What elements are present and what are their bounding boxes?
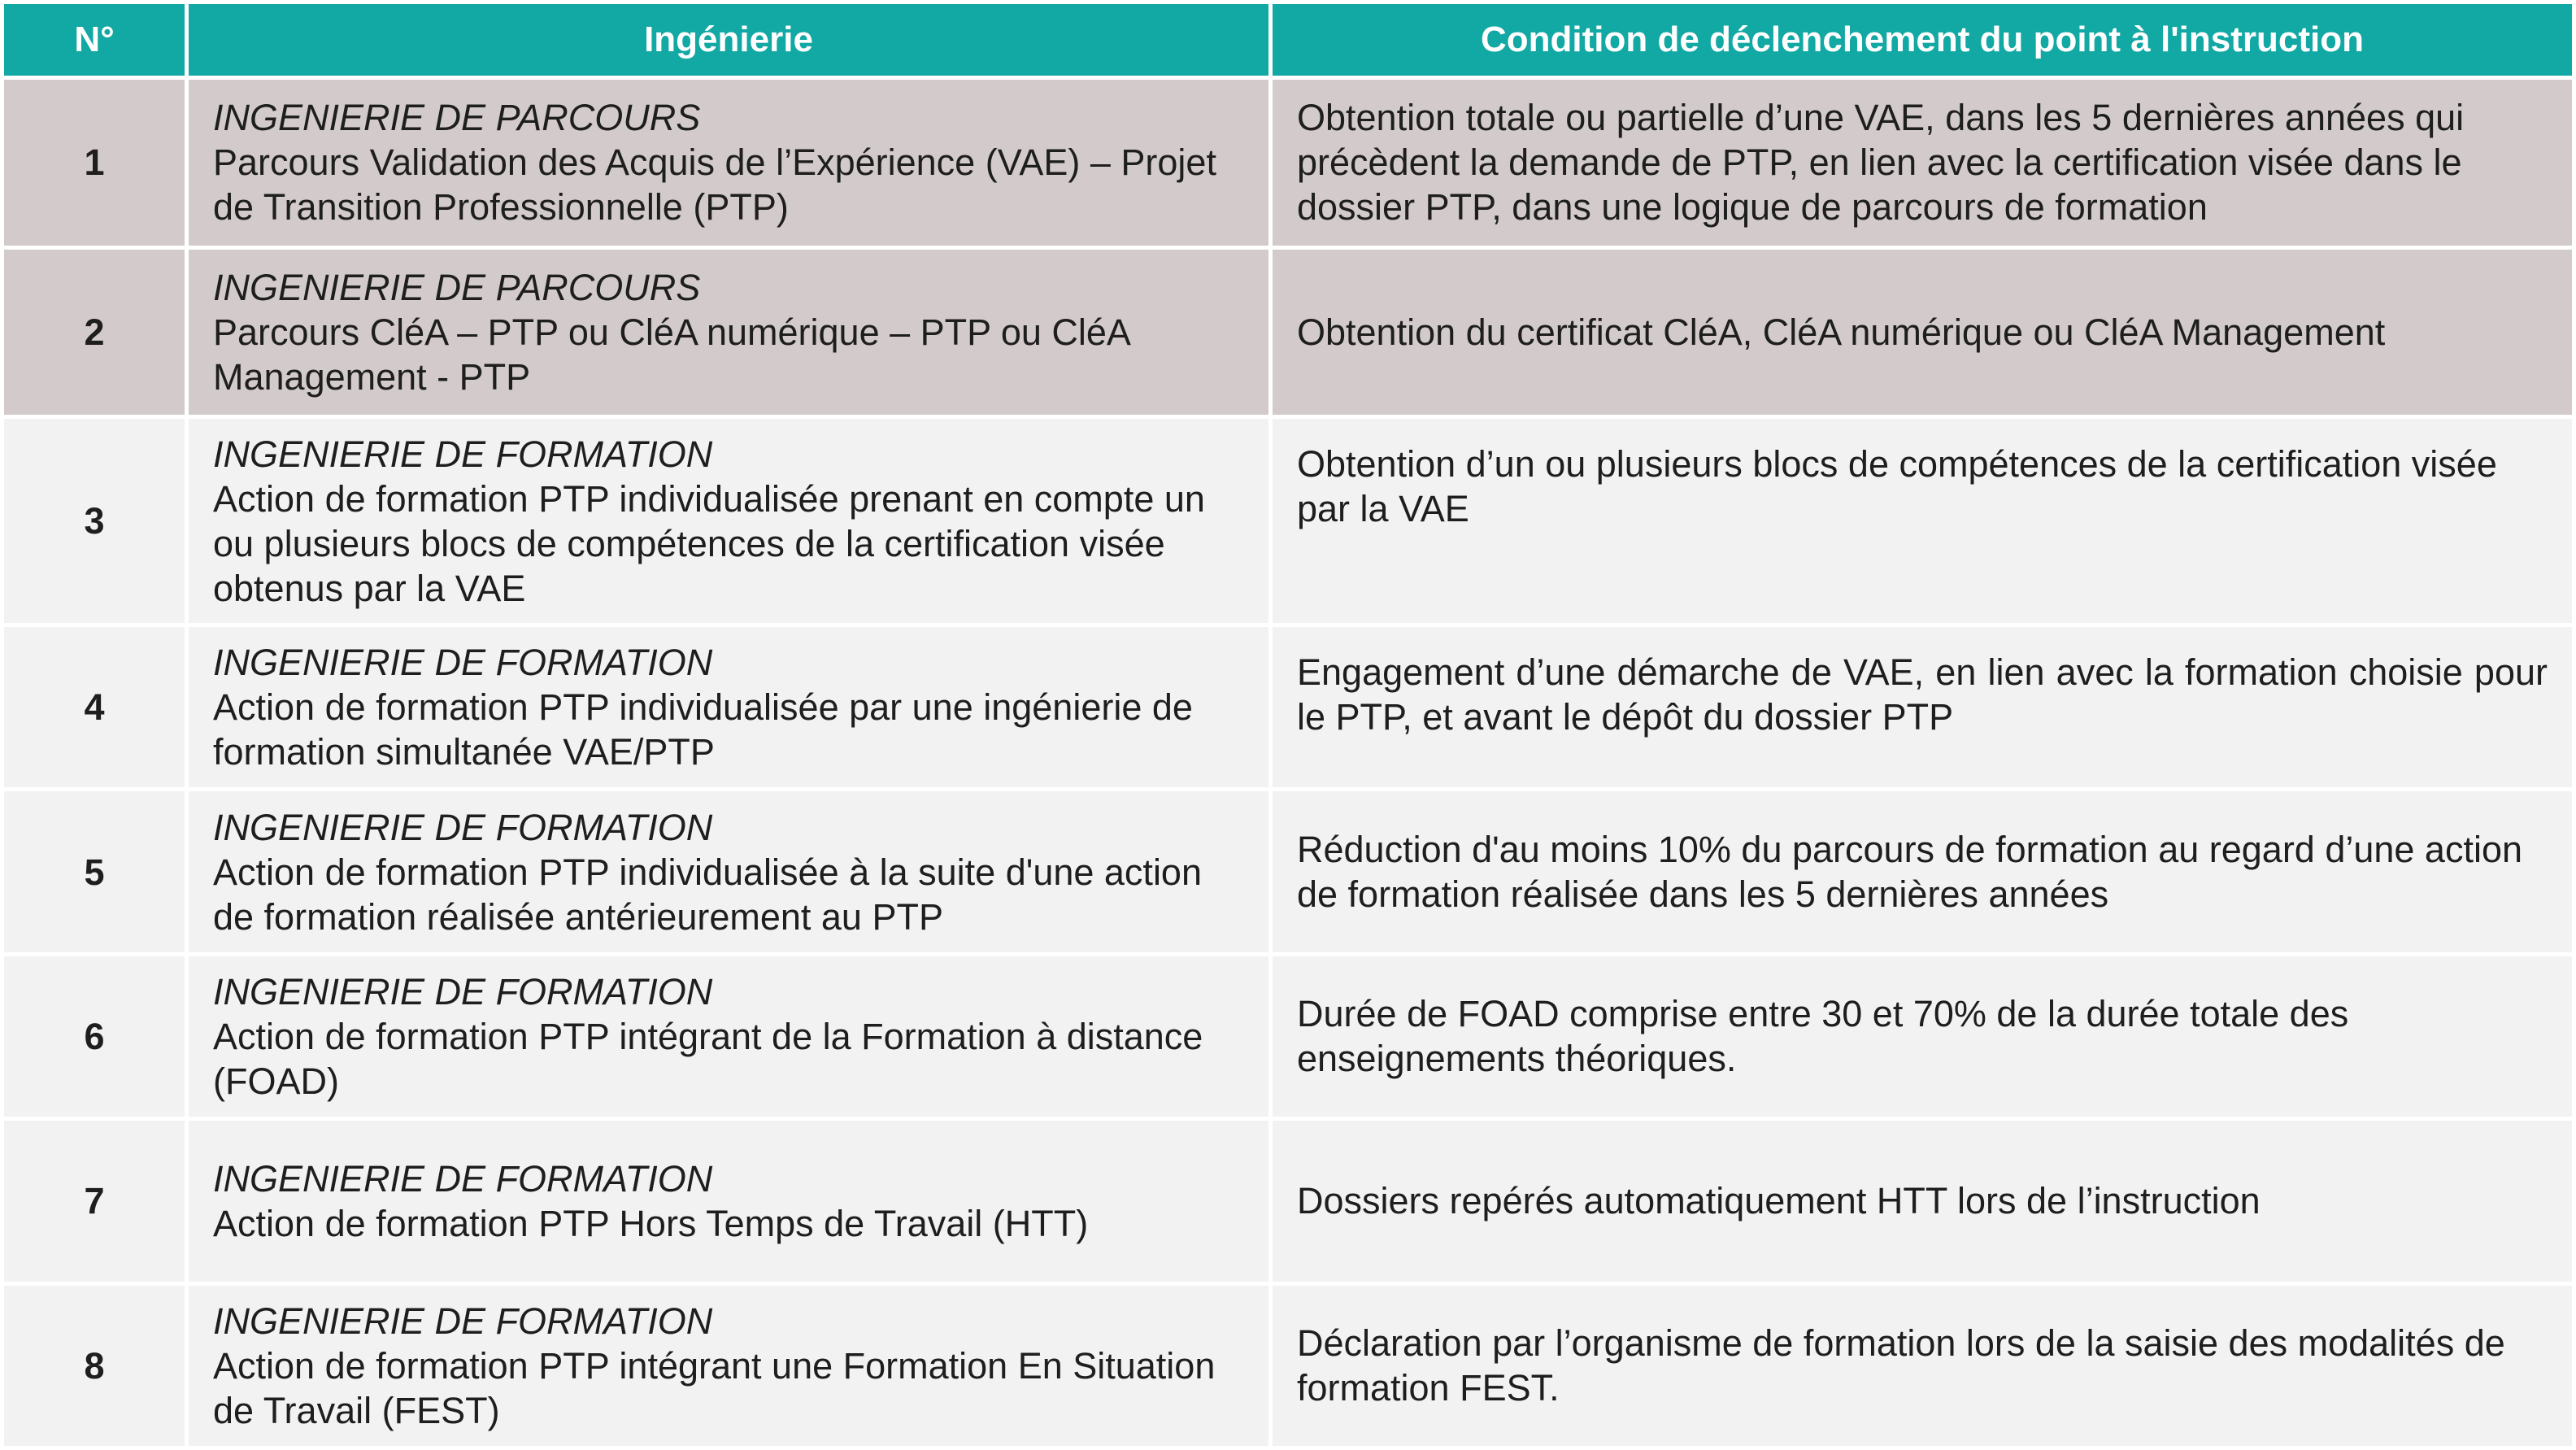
ingenierie-title: INGENIERIE DE PARCOURS	[213, 97, 701, 139]
table-row	[4, 80, 2572, 246]
table-row	[4, 419, 2572, 623]
table-row	[4, 956, 2572, 1117]
table-row	[4, 627, 2572, 787]
ingenierie-cell	[189, 956, 1268, 1117]
ingenierie-title: INGENIERIE DE FORMATION	[213, 433, 713, 475]
row-number: 2	[4, 250, 185, 416]
ingenierie-cell	[189, 791, 1268, 951]
header-ingenierie: Ingénierie	[189, 4, 1268, 76]
ingenierie-cell	[189, 1121, 1268, 1281]
table-row	[4, 1286, 2572, 1446]
ingenierie-title: INGENIERIE DE FORMATION	[213, 1157, 713, 1200]
condition-cell: Obtention du certificat CléA, CléA numérique ou CléA Management	[1273, 250, 2572, 416]
ingenierie-description: Action de formation PTP Hors Temps de Travail (HTT)	[213, 1202, 1089, 1244]
condition-cell: Durée de FOAD comprise entre 30 et 70% de la durée totale des enseignements théoriques.	[1273, 956, 2572, 1117]
row-number: 1	[4, 80, 185, 246]
condition-cell: Déclaration par l’organisme de formation lors de la saisie des modalités de formation FEST.	[1273, 1286, 2572, 1446]
ingenierie-title: INGENIERIE DE FORMATION	[213, 1300, 713, 1342]
row-number: 4	[4, 627, 185, 787]
row-number: 7	[4, 1121, 185, 1281]
ingenierie-cell	[189, 1286, 1268, 1446]
ingenierie-cell	[189, 80, 1268, 246]
row-number: 8	[4, 1286, 185, 1446]
ingenierie-title: INGENIERIE DE FORMATION	[213, 970, 713, 1012]
ingenierie-title: INGENIERIE DE FORMATION	[213, 642, 713, 684]
ingenierie-description: Action de formation PTP individualisée à la suite d'une action de formation réalisée antérieurement au PTP	[213, 851, 1202, 938]
ingenierie-cell	[189, 250, 1268, 416]
condition-cell: Dossiers repérés automatiquement HTT lors de l’instruction	[1273, 1121, 2572, 1281]
ingenierie-title: INGENIERIE DE FORMATION	[213, 806, 713, 848]
table-row	[4, 791, 2572, 951]
ingenierie-description: Action de formation PTP intégrant de la Formation à distance (FOAD)	[213, 1015, 1203, 1102]
table-row	[4, 1121, 2572, 1281]
condition-cell: Obtention totale ou partielle d’une VAE, dans les 5 dernières années qui précèdent la demande de PTP, en lien avec la certification visée dans le dossier PTP, dans une logique de parcours de formation	[1273, 80, 2572, 246]
ingenierie-description: Action de formation PTP individualisée prenant en compte un ou plusieurs blocs de compétences de la certification visée obtenus par la VAE	[213, 477, 1205, 609]
ingenierie-description: Parcours Validation des Acquis de l’Expérience (VAE) – Projet de Transition Professionnelle (PTP)	[213, 142, 1216, 229]
header-num: N°	[4, 4, 185, 76]
condition-cell: Engagement d’une démarche de VAE, en lien avec la formation choisie pour le PTP, et avant le dépôt du dossier PTP	[1273, 627, 2572, 787]
ingenierie-cell	[189, 627, 1268, 787]
header-condition: Condition de déclenchement du point à l'instruction	[1273, 4, 2572, 76]
row-number: 5	[4, 791, 185, 951]
ingenierie-cell	[189, 419, 1268, 623]
condition-cell: Obtention d’un ou plusieurs blocs de compétences de la certification visée par la VAE	[1273, 419, 2572, 623]
condition-cell: Réduction d'au moins 10% du parcours de formation au regard d’une action de formation réalisée dans les 5 dernières années	[1273, 791, 2572, 951]
ingenierie-description: Parcours CléA – PTP ou CléA numérique – PTP ou CléA Management - PTP	[213, 311, 1129, 398]
ingenierie-description: Action de formation PTP intégrant une Formation En Situation de Travail (FEST)	[213, 1344, 1216, 1431]
row-number: 6	[4, 956, 185, 1117]
ingenierie-description: Action de formation PTP individualisée par une ingénierie de formation simultanée VAE/PTP	[213, 686, 1193, 773]
table-row	[4, 250, 2572, 416]
row-number: 3	[4, 419, 185, 623]
ingenierie-title: INGENIERIE DE PARCOURS	[213, 266, 701, 308]
table-header-row	[4, 4, 2572, 76]
